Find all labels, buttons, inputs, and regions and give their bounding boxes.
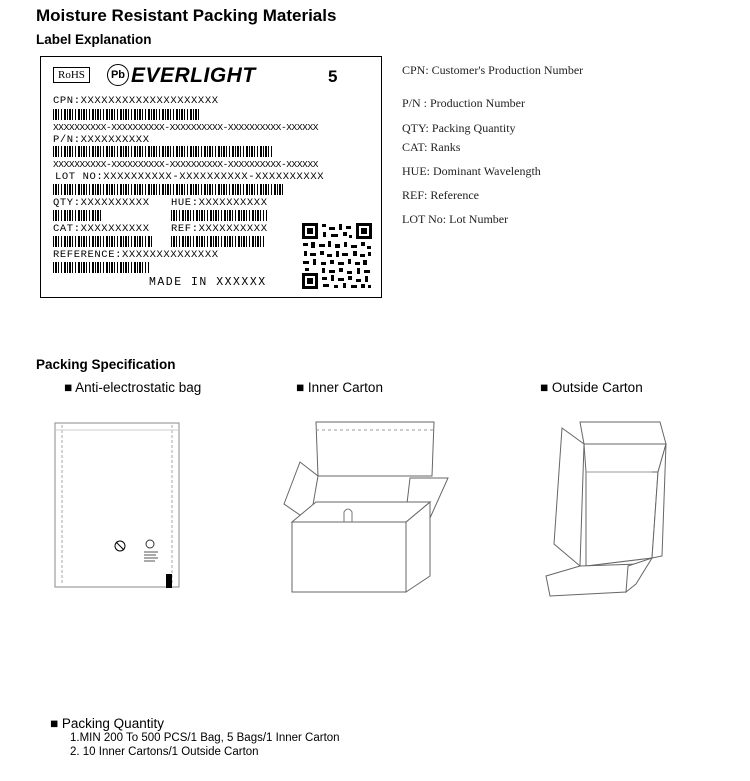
anti-static-bag-label: ■ Anti-electrostatic bag: [64, 380, 202, 395]
barcode: [53, 146, 273, 157]
ref-line: REF:XXXXXXXXXX: [171, 223, 268, 235]
cat-line: CAT:XXXXXXXXXX: [53, 223, 150, 235]
barcode: [53, 236, 153, 247]
definition-ref: REF: Reference: [402, 188, 479, 202]
outside-carton-label: ■ Outside Carton: [540, 380, 643, 395]
barcode: [171, 210, 267, 221]
qty-line: QTY:XXXXXXXXXX: [53, 197, 150, 209]
pn-line: P/N:XXXXXXXXXX: [53, 134, 150, 146]
rohs-badge: RoHS: [53, 67, 90, 83]
lot-line: LOT NO:XXXXXXXXXX-XXXXXXXXXX-XXXXXXXXXX: [55, 171, 325, 183]
barcode: [171, 236, 265, 247]
definition-pn: P/N : Production Number: [402, 96, 525, 110]
barcode: [53, 262, 149, 273]
packing-quantity-line-2: 2. 10 Inner Cartons/1 Outside Carton: [70, 746, 259, 758]
reference-line: REFERENCE:XXXXXXXXXXXXXX: [53, 249, 219, 261]
definition-lot: LOT No: Lot Number: [402, 212, 509, 226]
definition-cpn: CPN: Customer's Production Number: [402, 63, 584, 77]
pb-free-label: Pb: [110, 69, 126, 81]
xline-1: XXXXXXXXXX-XXXXXXXXXX-XXXXXXXXXX-XXXXXXXXXX-XXXXXX: [53, 122, 319, 133]
label-explanation-heading: Label Explanation: [36, 32, 152, 47]
pb-free-icon: [107, 64, 129, 86]
anti-static-bag-illustration: [52, 420, 184, 592]
brand-logo: EVERLIGHT: [131, 64, 256, 87]
definition-hue: HUE: Dominant Wavelength: [402, 164, 541, 178]
hue-line: HUE:XXXXXXXXXX: [171, 197, 268, 209]
definition-cat: CAT: Ranks: [402, 140, 461, 154]
inner-carton-label: ■ Inner Carton: [296, 380, 383, 395]
sample-label: [40, 56, 382, 298]
qr-code-icon: [301, 222, 373, 290]
barcode: [53, 184, 285, 195]
barcode: [53, 210, 103, 221]
msl-level: 5: [328, 67, 338, 86]
cpn-line: CPN:XXXXXXXXXXXXXXXXXXXX: [53, 95, 219, 107]
inner-carton-illustration: [280, 416, 455, 598]
made-in-line: MADE IN XXXXXX: [149, 276, 267, 289]
packing-quantity-heading: ■ Packing Quantity: [50, 716, 164, 731]
barcode: [53, 109, 201, 120]
packing-spec-heading: Packing Specification: [36, 357, 176, 372]
xline-2: XXXXXXXXXX-XXXXXXXXXX-XXXXXXXXXX-XXXXXXXXXX-XXXXXX: [53, 159, 319, 170]
page-title: Moisture Resistant Packing Materials: [36, 6, 337, 25]
packing-quantity-line-1: 1.MIN 200 To 500 PCS/1 Bag, 5 Bags/1 Inner Carton: [70, 732, 340, 744]
definition-qty: QTY: Packing Quantity: [402, 121, 516, 135]
outside-carton-illustration: [540, 416, 670, 602]
